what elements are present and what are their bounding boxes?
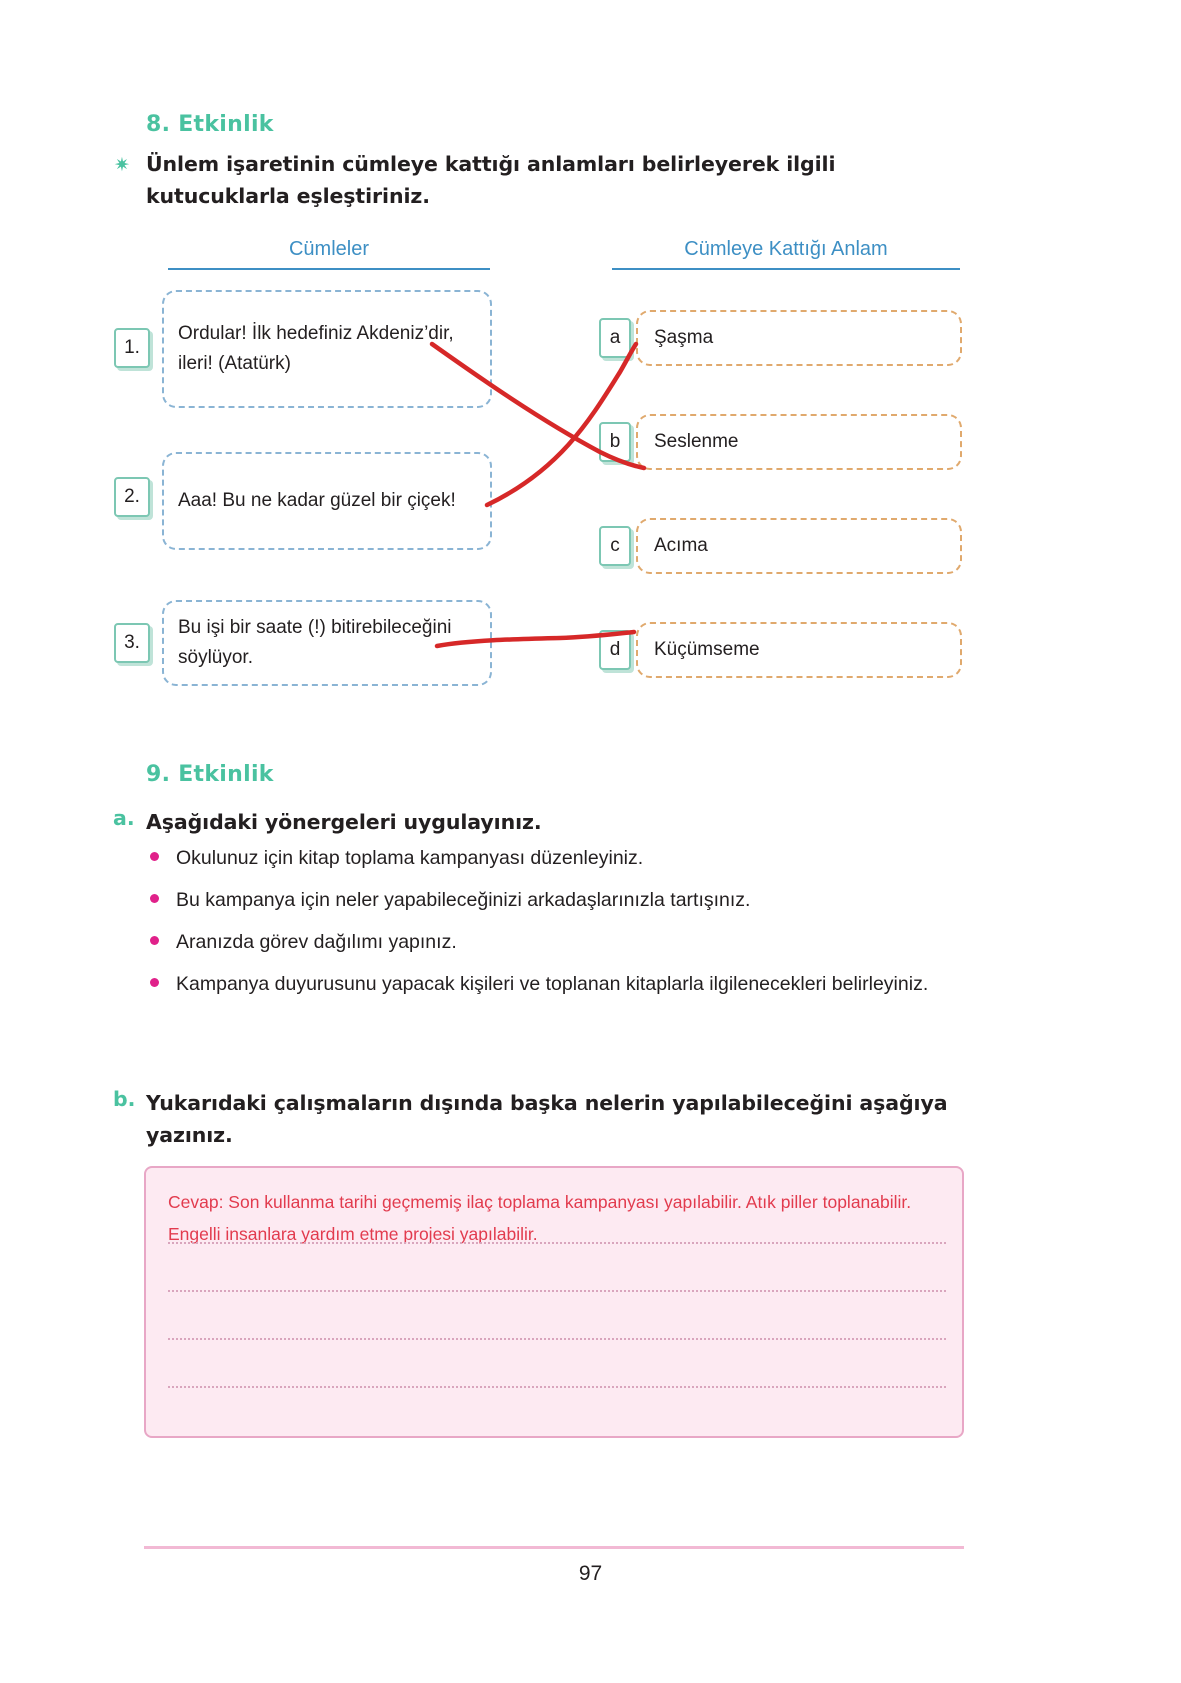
meaning-text-b: Seslenme (654, 431, 739, 452)
sentence-box-1[interactable] (162, 290, 492, 408)
sentence-box-3[interactable] (162, 600, 492, 686)
activity-8-title: 8. Etkinlik (146, 112, 274, 137)
footer-divider (144, 1546, 964, 1549)
column-header-sentences: Cümleler (288, 238, 370, 260)
sentence-number-1: 1. (114, 328, 150, 368)
list-item-text: Aranızda görev dağılımı yapınız. (176, 931, 457, 953)
list-item-text: Kampanya duyurusunu yapacak kişileri ve toplanan kitaplarla ilgilenecekleri belirleyiniz. (176, 973, 929, 995)
sentence-text-1: Ordular! İlk hedefiniz Akdeniz’dir, ileri! (Atatürk) (178, 323, 454, 374)
bullet-dot-icon (150, 894, 159, 903)
meaning-text-c: Acıma (654, 535, 708, 556)
list-item-text: Okulunuz için kitap toplama kampanyası düzenleyiniz. (176, 847, 644, 869)
meaning-letter-b: b (599, 422, 631, 462)
bullet-dot-icon (150, 936, 159, 945)
activity-8-prompt: Ünlem işaretinin cümleye kattığı anlamları belirleyerek ilgili kutucuklarla eşleştiriniz. (146, 152, 836, 208)
bullet-dot-icon (150, 978, 159, 987)
meaning-letter-c: c (599, 526, 631, 566)
answer-input-box[interactable] (144, 1166, 964, 1438)
sentence-text-2: Aaa! Bu ne kadar güzel bir çiçek! (178, 490, 456, 511)
meaning-letter-d: d (599, 630, 631, 670)
answer-blank-line (168, 1242, 946, 1244)
list-item-text: Bu kampanya için neler yapabileceğinizi arkadaşlarınızla tartışınız. (176, 889, 751, 911)
activity-9-title: 9. Etkinlik (146, 762, 274, 787)
star-bullet-icon: ✷ (114, 155, 130, 176)
list-item (146, 926, 986, 959)
meaning-box-b[interactable] (636, 414, 962, 470)
sentence-number-3: 3. (114, 623, 150, 663)
meaning-text-d: Küçümseme (654, 639, 760, 660)
sentence-number-2: 2. (114, 477, 150, 517)
activity-9-marker-a: a. (113, 806, 135, 830)
list-item (146, 884, 986, 917)
meaning-box-d[interactable] (636, 622, 962, 678)
answer-blank-line (168, 1386, 946, 1388)
sentence-text-3: Bu işi bir saate (!) bitirebileceğini söylüyor. (178, 617, 452, 668)
list-item (146, 968, 986, 1001)
column-header-meanings: Cümleye Kattığı Anlam (684, 238, 888, 260)
answer-blank-line (168, 1338, 946, 1340)
sentence-box-2[interactable] (162, 452, 492, 550)
meaning-box-a[interactable] (636, 310, 962, 366)
meaning-text-a: Şaşma (654, 327, 714, 348)
answer-blank-line (168, 1290, 946, 1292)
meaning-letter-a: a (599, 318, 631, 358)
activity-9a-prompt: Aşağıdaki yönergeleri uygulayınız. (146, 810, 542, 834)
answer-text: Cevap: Son kullanma tarihi geçmemiş ilaç toplama kampanyası yapılabilir. Atık piller toplanabilir. Engelli insanlara yardım etme projesi yapılabilir. (168, 1192, 912, 1244)
activity-9-marker-b: b. (113, 1087, 136, 1111)
bullet-dot-icon (150, 852, 159, 861)
activity-9b-prompt: Yukarıdaki çalışmaların dışında başka nelerin yapılabileceğini aşağıya yazınız. (146, 1091, 948, 1147)
column-rule-left (168, 268, 490, 270)
column-rule-right (612, 268, 960, 270)
meaning-box-c[interactable] (636, 518, 962, 574)
list-item (146, 842, 986, 875)
page-number: 97 (578, 1562, 603, 1585)
